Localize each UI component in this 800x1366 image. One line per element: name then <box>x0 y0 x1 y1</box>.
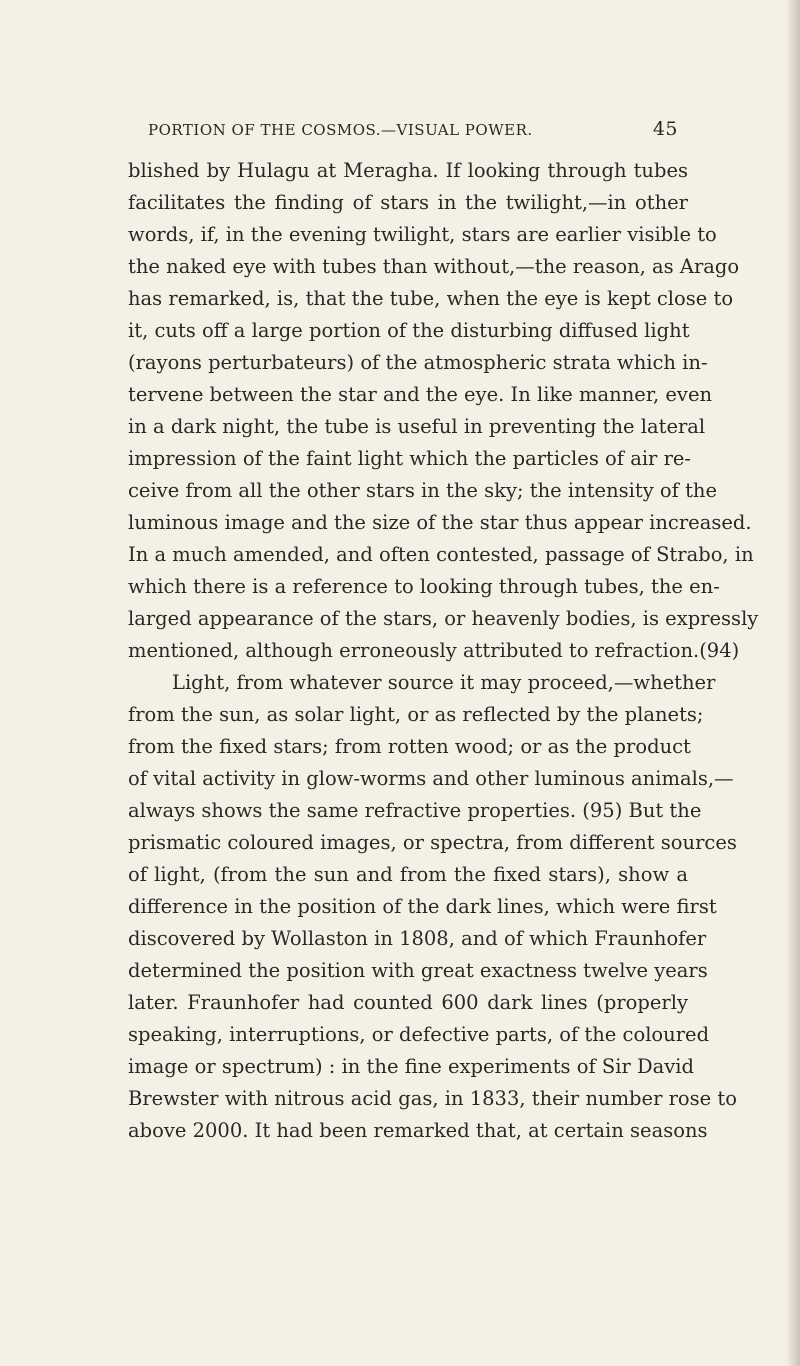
text-line: of light, (from the sun and from the fixed stars), show a <box>128 863 688 886</box>
text-line: impression of the faint light which the particles of air re- <box>128 447 692 470</box>
page-number: 45 <box>652 118 678 140</box>
text-line: it, cuts off a large portion of the disturbing diffused light <box>128 319 690 342</box>
text-line: (rayons perturbateurs) of the atmospheric strata which in- <box>128 351 708 374</box>
text-line: determined the position with great exactness twelve years <box>128 959 708 982</box>
text-line: which there is a reference to looking through tubes, the en- <box>128 575 720 598</box>
text-line: In a much amended, and often contested, passage of Strabo, in <box>128 543 754 566</box>
text-line: tervene between the star and the eye. In like manner, even <box>128 383 713 406</box>
text-line: Light, from whatever source it may proceed,—whether <box>172 671 716 694</box>
text-line: from the sun, as solar light, or as reflected by the planets; <box>128 703 704 726</box>
text-line: later. Fraunhofer had counted 600 dark lines (properly <box>128 991 688 1014</box>
text-line: speaking, interruptions, or defective parts, of the coloured <box>128 1023 710 1046</box>
text-line: the naked eye with tubes than without,—the reason, as Arago <box>128 255 740 278</box>
text-line: Brewster with nitrous acid gas, in 1833, their number rose to <box>128 1087 737 1110</box>
text-line: prismatic coloured images, or spectra, from different sources <box>128 831 737 854</box>
text-line: ceive from all the other stars in the sky; the intensity of the <box>128 479 718 502</box>
text-line: has remarked, is, that the tube, when the eye is kept close to <box>128 287 734 310</box>
running-header <box>148 118 678 140</box>
running-title: PORTION OF THE COSMOS.—VISUAL POWER. <box>148 121 533 139</box>
text-line: blished by Hulagu at Meragha. If looking through tubes <box>128 159 688 182</box>
text-line: words, if, in the evening twilight, stars are earlier visible to <box>128 223 717 246</box>
text-line: always shows the same refractive properties. (95) But the <box>128 799 702 822</box>
text-line: difference in the position of the dark lines, which were first <box>128 895 717 918</box>
text-line: luminous image and the size of the star thus appear increased. <box>128 511 752 534</box>
text-line: mentioned, although erroneously attributed to refraction.(94) <box>128 639 740 662</box>
page-edge-shadow <box>786 0 800 1366</box>
text-line: above 2000. It had been remarked that, at certain seasons <box>128 1119 708 1142</box>
text-line: discovered by Wollaston in 1808, and of which Fraunhofer <box>128 927 707 950</box>
body-text <box>128 155 759 1147</box>
text-line: in a dark night, the tube is useful in preventing the lateral <box>128 415 706 438</box>
text-line: from the fixed stars; from rotten wood; or as the product <box>128 735 691 758</box>
text-line: facilitates the finding of stars in the twilight,—in other <box>128 191 688 214</box>
text-line: of vital activity in glow-worms and other luminous animals,— <box>128 767 734 790</box>
text-line: larged appearance of the stars, or heavenly bodies, is expressly <box>128 607 759 630</box>
text-line: image or spectrum) : in the fine experiments of Sir David <box>128 1055 695 1078</box>
